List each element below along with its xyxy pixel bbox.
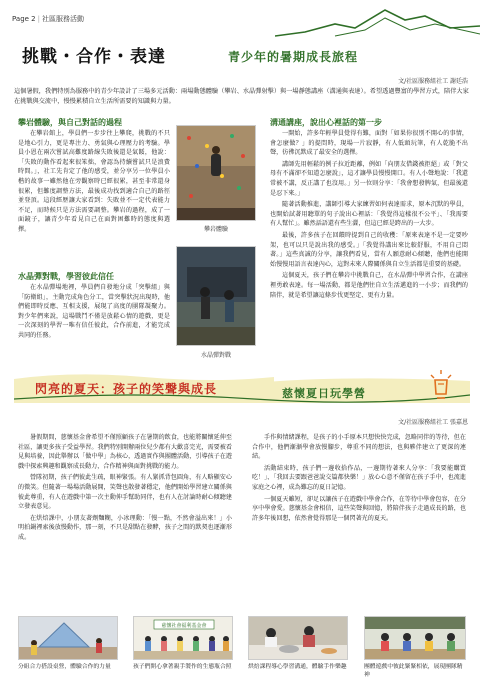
camp-photo-tent bbox=[18, 616, 118, 660]
intro-paragraph: 這個暑假，我們特別為服務中的青少年設計了三場多元活動：兩場動態體驗（攀岩、水晶彈射擊）與一場靜態講座（溝通與表達）。希望透過豐富的學習方式，陪伴大家在挑戰與交流中，慢慢累積自立生活所需要的知識與力量。 bbox=[14, 88, 469, 105]
article-title: 挑戰・合作・表達 bbox=[22, 47, 166, 67]
banner-sign-text: 慈懷社會福利基金會 bbox=[161, 623, 207, 629]
talk-paragraph-3: 隨著活動推進，講師引導大家練習如何表達需求，原本沉默的學員，也開始試著用聽單的句子說出心裡話：「我覺得這樣很不公平」、「我需要有人幫忙」。雖然話語還有些生澀，但這已經是跨出的一大步。 bbox=[270, 201, 468, 228]
camp-photo-baking bbox=[248, 616, 348, 660]
crystal-photo bbox=[176, 246, 256, 346]
article-author: 文/社區服務組社工 謝廷浩 bbox=[398, 78, 468, 85]
climb-paragraph: 在攀岩館上，學員們一步步往上攀爬，挑戰的不只是地心引力，更是專注力、勇氣與心理壓力的考驗。學員小恩在兩次嘗試高難度路線失敗後還是氣餒，他說：「失敗的動作看起來很笨拙，會認為持續嘗試只是浪費時間。」，社工先肯定了他的感受，並分享另一位學員小楷的故事一雖然他在旁觀察時已經很累，甚至非常還身很累，但難度調整方法，最後成功找到適合自己的路徑並登頂。這段經歷讓大家看到：失敗並不一定代表能力不足，而時候只是方法需要調整。攀岩的過程，成了一面鏡子，讓青少年看見自己在面對困難時的態度與選擇。 bbox=[18, 130, 170, 233]
camp-right-text bbox=[252, 433, 466, 523]
games-photo-image bbox=[365, 617, 466, 660]
baking-photo-image bbox=[249, 617, 348, 660]
crystal-text bbox=[18, 283, 170, 341]
climbing-caption: 攀岩體驗 bbox=[203, 226, 228, 233]
camp-photo-games bbox=[364, 616, 466, 660]
camp-author: 文/社區服務組社工 張嘉恩 bbox=[398, 419, 468, 426]
page-number: Page 2 bbox=[12, 15, 36, 23]
talk-text bbox=[270, 129, 468, 300]
camp-left-paragraph-3: 在烘焙課中，小朋友著劑麵糊，小冰理動：「慢一點，不然會溢出來！」小明拍鍋裡索後放慢動作，那一刻，不只是甜點在發酵，孩子之間的默契也逐漸形成。 bbox=[18, 514, 232, 541]
caption-group: 孩子們開心拿著親手製作的生態瓶合照 bbox=[133, 664, 232, 670]
climb-text bbox=[18, 129, 170, 235]
talk-heading: 溝通講座，說出心裡話的第一步 bbox=[270, 118, 382, 127]
mountain-decoration bbox=[275, 6, 480, 42]
lightbulb-icon bbox=[428, 370, 454, 400]
caption-tent: 分組合力搭設桌營，體驗合作的力量 bbox=[18, 664, 111, 670]
camp-left-text bbox=[18, 433, 232, 543]
camp-right-paragraph-2: 活動結束時，孩子們一邊收拾作品，一邊期待著來人分享：「我要能購買吃！」、「我回去要跟爸爸說交篇都快樂！」放心心意不僅留在孩子手中，也流進家庭之心裡，成為難忘的夏日記憶。 bbox=[252, 464, 466, 491]
camp-photo-group bbox=[133, 616, 233, 660]
camp-left-paragraph-2: 營隊初期，孩子們彼此生疏，眼神緊張。有人緊抓背包圓角，有人略顯安心的微笑。但隨著一場場活動展開，笑聲也散發著穩定，他們開始學習建立關係與彼此尊重，有人在遊戲中第一次主動伸手幫助同伴，也有人在討論時耐心傾聽建立發表意見。 bbox=[18, 474, 232, 511]
talk-paragraph-4: 最後，許多孩子在回饋時提到自己的收穫：「原來表達不是一定要吵架，也可以只是說出我的感受。」「我覺得講出來比較舒服，不用自己悶著。」這些真誠的分享，讓我們看見，當有人願意耐心傾聽，他們也能開始慢慢用語言表達內心，這對未來人際關係與自立生活都是重要的基礎。 bbox=[270, 231, 468, 268]
crystal-battle-image bbox=[177, 247, 256, 346]
camp-right-paragraph-3: 一個夏天雖短，卻足以讓孩子在遊戲中學會合作，在等待中學會包容，在分享中學會愛。慈懷基金會相信，這些笑聲與回憶，將陪伴孩子走過成長的路，也許多年後回想，依然會覺得那是一個閃著光的夏天。 bbox=[252, 495, 466, 522]
caption-games: 團體遊戲中彼此緊緊相依，展現團隊精神 bbox=[364, 664, 463, 679]
header-separator: | bbox=[37, 15, 40, 23]
camp-subtitle: 慈懷夏日玩學營 bbox=[282, 387, 366, 400]
tent-photo-image bbox=[19, 617, 118, 660]
climbing-photo bbox=[176, 125, 256, 221]
talk-paragraph-1: 一開始，許多年輕學員覺得有難，面對「如果你很別不開心的事情，會怎麼做？」的提問時，現場一片寂靜，有人低頭玩筆，有人乾脆不出聲，彷彿沉默成了最安全的選擇。 bbox=[270, 130, 468, 157]
climbing-wall-image bbox=[177, 126, 256, 221]
talk-paragraph-2: 講師先用輕鬆的例子拉近距離，例如「向朋友借錢被拒絕」或「對父母有不滿卻不知道怎麼說」，這才讓學員慢慢開口。有人小聲地說：「我還常被不講，反正講了也沒用。」另一位則分享：「我會想發脾氣，但最後還是忍下來。」 bbox=[270, 160, 468, 197]
camp-right-paragraph-1: 手作與情緒課程，是孩子的小手原本只想快快完成，忽略同伴的等待，但在合作中，他們漸漸學會放慢腳步，尊重不同的想法，也與夥伴建立了更深的連結。 bbox=[252, 434, 466, 461]
page-header bbox=[12, 14, 84, 24]
camp-left-paragraph-1: 暑假期間，慈懷基金會希望不僅照顧孩子在暑期的飲食，也能將關懷延伸至社區，讓更多孩子受益學習。我們特別開辦兩位兒少都有大歡喜完光，需要被看見與培養，因此舉辦以「做中學」為核心，透過實作與團體活動，引導孩子在遊戲中探索興趣和觀察成長動力，合作精神與面對挑戰的能力。 bbox=[18, 434, 232, 470]
camp-title: 閃亮的夏天：孩子的笑聲與成長 bbox=[35, 382, 218, 396]
climb-heading: 攀岩體驗，與自己對話的過程 bbox=[18, 118, 122, 127]
crystal-paragraph: 在水晶彈場地裡，學員們自發地分成「突擊組」與「防衛組」，主動完成角色分工，當突擊狀況出現時，他們能即時反應、互相支援，展現了高度的團隊凝聚力。對少年們來說，這場戰鬥不僅是放鬆心情的遊戲，更是一次深刻的學習一唯有信任彼此，合作前進，才能完成共同的任務。 bbox=[18, 284, 170, 339]
talk-paragraph-5: 這個夏天，孩子們在攀岩中挑戰自己，在水晶彈中學習合作，在講座裡勇敢表達。每一場活動，都是他們往自立生活邁進的一小步；而我們的陪伴，就是希望讓這條步伐更堅定、更有力量。 bbox=[270, 272, 468, 299]
group-photo-image bbox=[134, 617, 233, 660]
caption-baking: 烘焙課程導心學習溝通，體驗手作樂趣 bbox=[248, 664, 347, 670]
article-subtitle: 青少年的暑期成長旅程 bbox=[228, 50, 359, 64]
crystal-heading: 水晶彈對戰，學習彼此信任 bbox=[18, 272, 114, 281]
crystal-caption: 水晶彈對戰 bbox=[200, 352, 231, 359]
page-section: 社區服務活動 bbox=[41, 15, 84, 23]
